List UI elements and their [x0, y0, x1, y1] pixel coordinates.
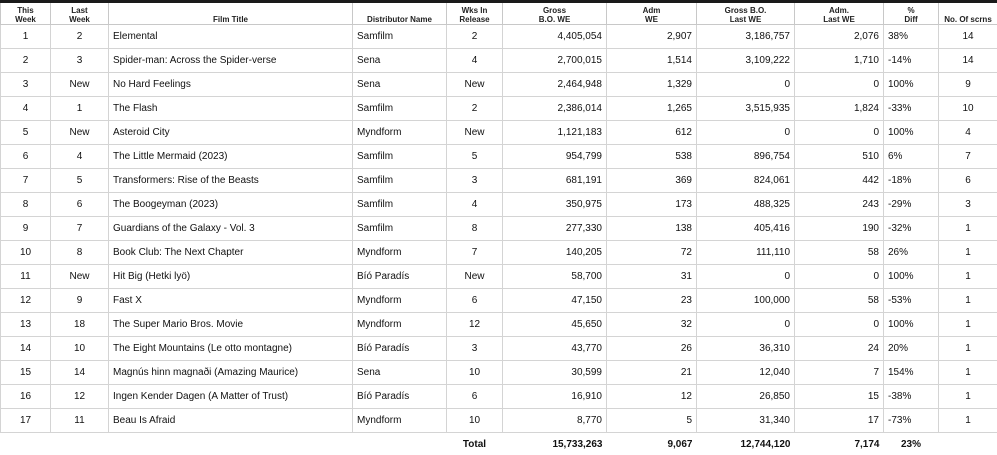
- cell-admissions: 2,907: [607, 25, 697, 49]
- cell-admissions: 1,514: [607, 49, 697, 73]
- cell-gross: 140,205: [503, 241, 607, 265]
- cell-distributor: Samfilm: [353, 217, 447, 241]
- cell-percent-diff: -32%: [884, 217, 939, 241]
- cell-film-title: Transformers: Rise of the Beasts: [109, 169, 353, 193]
- cell-gross: 277,330: [503, 217, 607, 241]
- cell-last-week: 1: [51, 97, 109, 121]
- cell-this-week: 3: [1, 73, 51, 97]
- cell-admissions: 23: [607, 289, 697, 313]
- cell-gross: 4,405,054: [503, 25, 607, 49]
- cell-admissions-last-week: 510: [795, 145, 884, 169]
- cell-gross-last-week: 26,850: [697, 385, 795, 409]
- cell-gross: 45,650: [503, 313, 607, 337]
- cell-this-week: 1: [1, 25, 51, 49]
- cell-film-title: The Boogeyman (2023): [109, 193, 353, 217]
- cell-gross-last-week: 36,310: [697, 337, 795, 361]
- cell-gross-last-week: 824,061: [697, 169, 795, 193]
- total-spacer: [51, 433, 109, 455]
- cell-admissions-last-week: 2,076: [795, 25, 884, 49]
- cell-this-week: 2: [1, 49, 51, 73]
- total-gross: 15,733,263: [503, 433, 607, 455]
- cell-screens: 1: [939, 385, 997, 409]
- cell-admissions-last-week: 17: [795, 409, 884, 433]
- cell-this-week: 4: [1, 97, 51, 121]
- cell-this-week: 10: [1, 241, 51, 265]
- cell-this-week: 11: [1, 265, 51, 289]
- cell-gross: 47,150: [503, 289, 607, 313]
- cell-film-title: The Super Mario Bros. Movie: [109, 313, 353, 337]
- cell-film-title: Elemental: [109, 25, 353, 49]
- cell-screens: 14: [939, 49, 997, 73]
- cell-admissions-last-week: 58: [795, 289, 884, 313]
- cell-admissions-last-week: 0: [795, 73, 884, 97]
- cell-distributor: Myndform: [353, 241, 447, 265]
- cell-this-week: 5: [1, 121, 51, 145]
- cell-distributor: Sena: [353, 49, 447, 73]
- cell-gross-last-week: 12,040: [697, 361, 795, 385]
- cell-admissions: 612: [607, 121, 697, 145]
- header-film-title: Film Title: [109, 3, 353, 25]
- cell-gross-last-week: 0: [697, 313, 795, 337]
- cell-screens: 1: [939, 313, 997, 337]
- cell-distributor: Samfilm: [353, 169, 447, 193]
- cell-admissions: 21: [607, 361, 697, 385]
- cell-percent-diff: 26%: [884, 241, 939, 265]
- cell-this-week: 17: [1, 409, 51, 433]
- cell-admissions-last-week: 7: [795, 361, 884, 385]
- cell-gross: 2,700,015: [503, 49, 607, 73]
- cell-gross: 2,386,014: [503, 97, 607, 121]
- cell-screens: 14: [939, 25, 997, 49]
- cell-film-title: Beau Is Afraid: [109, 409, 353, 433]
- cell-percent-diff: 20%: [884, 337, 939, 361]
- cell-admissions-last-week: 0: [795, 265, 884, 289]
- header-this-week: This Week: [1, 3, 51, 25]
- cell-last-week: 4: [51, 145, 109, 169]
- table-row: [1, 337, 997, 361]
- cell-screens: 1: [939, 289, 997, 313]
- table-row: [1, 217, 997, 241]
- cell-admissions: 538: [607, 145, 697, 169]
- cell-percent-diff: 100%: [884, 121, 939, 145]
- cell-this-week: 12: [1, 289, 51, 313]
- total-admissions: 9,067: [607, 433, 697, 455]
- cell-admissions-last-week: 243: [795, 193, 884, 217]
- cell-this-week: 13: [1, 313, 51, 337]
- table-row: [1, 265, 997, 289]
- box-office-table: [0, 3, 997, 455]
- cell-gross-last-week: 0: [697, 265, 795, 289]
- cell-last-week: 3: [51, 49, 109, 73]
- cell-admissions: 173: [607, 193, 697, 217]
- cell-screens: 7: [939, 145, 997, 169]
- cell-admissions-last-week: 1,824: [795, 97, 884, 121]
- cell-weeks-in-release: 2: [447, 25, 503, 49]
- cell-percent-diff: -33%: [884, 97, 939, 121]
- cell-admissions: 12: [607, 385, 697, 409]
- total-spacer: [1, 433, 51, 455]
- cell-admissions-last-week: 1,710: [795, 49, 884, 73]
- cell-admissions: 26: [607, 337, 697, 361]
- cell-screens: 1: [939, 337, 997, 361]
- header-row: [1, 3, 997, 25]
- table-row: [1, 145, 997, 169]
- cell-gross: 43,770: [503, 337, 607, 361]
- total-spacer: [353, 433, 447, 455]
- cell-distributor: Sena: [353, 73, 447, 97]
- cell-weeks-in-release: New: [447, 73, 503, 97]
- cell-screens: 4: [939, 121, 997, 145]
- header-percent-diff: % Diff: [884, 3, 939, 25]
- cell-weeks-in-release: 8: [447, 217, 503, 241]
- table-row: [1, 385, 997, 409]
- cell-gross-last-week: 488,325: [697, 193, 795, 217]
- cell-screens: 10: [939, 97, 997, 121]
- cell-weeks-in-release: 3: [447, 169, 503, 193]
- cell-gross-last-week: 3,186,757: [697, 25, 795, 49]
- cell-admissions-last-week: 15: [795, 385, 884, 409]
- table-row: [1, 169, 997, 193]
- table-row: [1, 361, 997, 385]
- table-body: [1, 25, 997, 433]
- total-label: Total: [447, 433, 503, 455]
- cell-percent-diff: 6%: [884, 145, 939, 169]
- table-row: [1, 25, 997, 49]
- cell-admissions-last-week: 190: [795, 217, 884, 241]
- cell-admissions-last-week: 0: [795, 121, 884, 145]
- total-spacer: [939, 433, 997, 455]
- cell-screens: 1: [939, 361, 997, 385]
- cell-percent-diff: -53%: [884, 289, 939, 313]
- header-screens: No. Of scrns: [939, 3, 997, 25]
- cell-gross-last-week: 3,515,935: [697, 97, 795, 121]
- cell-last-week: 10: [51, 337, 109, 361]
- header-last-week: Last Week: [51, 3, 109, 25]
- cell-distributor: Myndform: [353, 289, 447, 313]
- cell-last-week: New: [51, 121, 109, 145]
- cell-distributor: Sena: [353, 361, 447, 385]
- cell-screens: 1: [939, 409, 997, 433]
- cell-distributor: Myndform: [353, 409, 447, 433]
- cell-admissions: 72: [607, 241, 697, 265]
- cell-admissions: 31: [607, 265, 697, 289]
- cell-last-week: 2: [51, 25, 109, 49]
- cell-screens: 1: [939, 241, 997, 265]
- cell-weeks-in-release: 5: [447, 145, 503, 169]
- header-weeks-in-release: Wks In Release: [447, 3, 503, 25]
- cell-weeks-in-release: 4: [447, 49, 503, 73]
- cell-gross: 681,191: [503, 169, 607, 193]
- cell-this-week: 6: [1, 145, 51, 169]
- table-row: [1, 241, 997, 265]
- cell-last-week: 12: [51, 385, 109, 409]
- cell-this-week: 8: [1, 193, 51, 217]
- cell-weeks-in-release: 10: [447, 409, 503, 433]
- cell-percent-diff: 100%: [884, 265, 939, 289]
- table-row: [1, 97, 997, 121]
- cell-admissions: 1,265: [607, 97, 697, 121]
- cell-screens: 6: [939, 169, 997, 193]
- cell-distributor: Myndform: [353, 313, 447, 337]
- cell-gross-last-week: 3,109,222: [697, 49, 795, 73]
- cell-last-week: 6: [51, 193, 109, 217]
- cell-admissions-last-week: 24: [795, 337, 884, 361]
- cell-last-week: 11: [51, 409, 109, 433]
- cell-screens: 1: [939, 217, 997, 241]
- cell-last-week: New: [51, 265, 109, 289]
- header-gross: Gross B.O. WE: [503, 3, 607, 25]
- total-admissions-last-week: 7,174: [795, 433, 884, 455]
- cell-percent-diff: 38%: [884, 25, 939, 49]
- cell-last-week: 8: [51, 241, 109, 265]
- cell-admissions: 1,329: [607, 73, 697, 97]
- cell-screens: 9: [939, 73, 997, 97]
- cell-this-week: 16: [1, 385, 51, 409]
- cell-film-title: Book Club: The Next Chapter: [109, 241, 353, 265]
- header-gross-last-week: Gross B.O. Last WE: [697, 3, 795, 25]
- cell-admissions: 369: [607, 169, 697, 193]
- cell-admissions-last-week: 58: [795, 241, 884, 265]
- cell-gross: 350,975: [503, 193, 607, 217]
- cell-admissions: 138: [607, 217, 697, 241]
- table-row: [1, 313, 997, 337]
- total-gross-last-week: 12,744,120: [697, 433, 795, 455]
- cell-last-week: 14: [51, 361, 109, 385]
- cell-last-week: 9: [51, 289, 109, 313]
- header-admissions: Adm WE: [607, 3, 697, 25]
- cell-percent-diff: -38%: [884, 385, 939, 409]
- table-row: [1, 289, 997, 313]
- cell-last-week: 18: [51, 313, 109, 337]
- cell-film-title: Ingen Kender Dagen (A Matter of Trust): [109, 385, 353, 409]
- table-row: [1, 409, 997, 433]
- cell-gross-last-week: 405,416: [697, 217, 795, 241]
- cell-weeks-in-release: 7: [447, 241, 503, 265]
- table-row: [1, 121, 997, 145]
- cell-film-title: Hit Big (Hetki lyö): [109, 265, 353, 289]
- cell-film-title: Asteroid City: [109, 121, 353, 145]
- cell-weeks-in-release: 10: [447, 361, 503, 385]
- cell-weeks-in-release: 12: [447, 313, 503, 337]
- table-row: [1, 193, 997, 217]
- cell-percent-diff: -14%: [884, 49, 939, 73]
- cell-last-week: New: [51, 73, 109, 97]
- header-distributor: Distributor Name: [353, 3, 447, 25]
- table-row: [1, 49, 997, 73]
- cell-percent-diff: 100%: [884, 73, 939, 97]
- cell-gross: 2,464,948: [503, 73, 607, 97]
- cell-film-title: The Flash: [109, 97, 353, 121]
- cell-film-title: Fast X: [109, 289, 353, 313]
- cell-this-week: 14: [1, 337, 51, 361]
- cell-weeks-in-release: 2: [447, 97, 503, 121]
- cell-gross-last-week: 31,340: [697, 409, 795, 433]
- cell-percent-diff: -18%: [884, 169, 939, 193]
- cell-weeks-in-release: 4: [447, 193, 503, 217]
- cell-weeks-in-release: 3: [447, 337, 503, 361]
- total-percent-diff: 23%: [884, 433, 939, 455]
- table-row: [1, 73, 997, 97]
- cell-gross-last-week: 0: [697, 73, 795, 97]
- cell-percent-diff: 154%: [884, 361, 939, 385]
- cell-last-week: 5: [51, 169, 109, 193]
- total-spacer: [109, 433, 353, 455]
- cell-distributor: Myndform: [353, 121, 447, 145]
- cell-gross-last-week: 100,000: [697, 289, 795, 313]
- cell-percent-diff: -73%: [884, 409, 939, 433]
- cell-admissions: 5: [607, 409, 697, 433]
- cell-weeks-in-release: New: [447, 121, 503, 145]
- cell-distributor: Samfilm: [353, 193, 447, 217]
- cell-weeks-in-release: 6: [447, 289, 503, 313]
- cell-percent-diff: 100%: [884, 313, 939, 337]
- cell-this-week: 15: [1, 361, 51, 385]
- cell-film-title: Guardians of the Galaxy - Vol. 3: [109, 217, 353, 241]
- cell-gross: 954,799: [503, 145, 607, 169]
- cell-this-week: 9: [1, 217, 51, 241]
- cell-film-title: The Little Mermaid (2023): [109, 145, 353, 169]
- cell-distributor: Bíó Paradís: [353, 385, 447, 409]
- cell-distributor: Samfilm: [353, 25, 447, 49]
- cell-gross: 58,700: [503, 265, 607, 289]
- cell-gross-last-week: 896,754: [697, 145, 795, 169]
- cell-film-title: The Eight Mountains (Le otto montagne): [109, 337, 353, 361]
- cell-distributor: Bíó Paradís: [353, 337, 447, 361]
- cell-distributor: Samfilm: [353, 97, 447, 121]
- cell-distributor: Bíó Paradís: [353, 265, 447, 289]
- cell-gross-last-week: 0: [697, 121, 795, 145]
- header-admissions-last-week: Adm. Last WE: [795, 3, 884, 25]
- cell-gross: 30,599: [503, 361, 607, 385]
- cell-film-title: No Hard Feelings: [109, 73, 353, 97]
- cell-gross: 8,770: [503, 409, 607, 433]
- total-row: [1, 433, 997, 455]
- cell-this-week: 7: [1, 169, 51, 193]
- cell-screens: 3: [939, 193, 997, 217]
- cell-distributor: Samfilm: [353, 145, 447, 169]
- cell-gross-last-week: 111,110: [697, 241, 795, 265]
- cell-film-title: Magnús hinn magnaði (Amazing Maurice): [109, 361, 353, 385]
- cell-weeks-in-release: 6: [447, 385, 503, 409]
- cell-weeks-in-release: New: [447, 265, 503, 289]
- cell-admissions-last-week: 0: [795, 313, 884, 337]
- cell-percent-diff: -29%: [884, 193, 939, 217]
- cell-gross: 16,910: [503, 385, 607, 409]
- cell-last-week: 7: [51, 217, 109, 241]
- cell-admissions-last-week: 442: [795, 169, 884, 193]
- cell-admissions: 32: [607, 313, 697, 337]
- cell-gross: 1,121,183: [503, 121, 607, 145]
- cell-screens: 1: [939, 265, 997, 289]
- cell-film-title: Spider-man: Across the Spider-verse: [109, 49, 353, 73]
